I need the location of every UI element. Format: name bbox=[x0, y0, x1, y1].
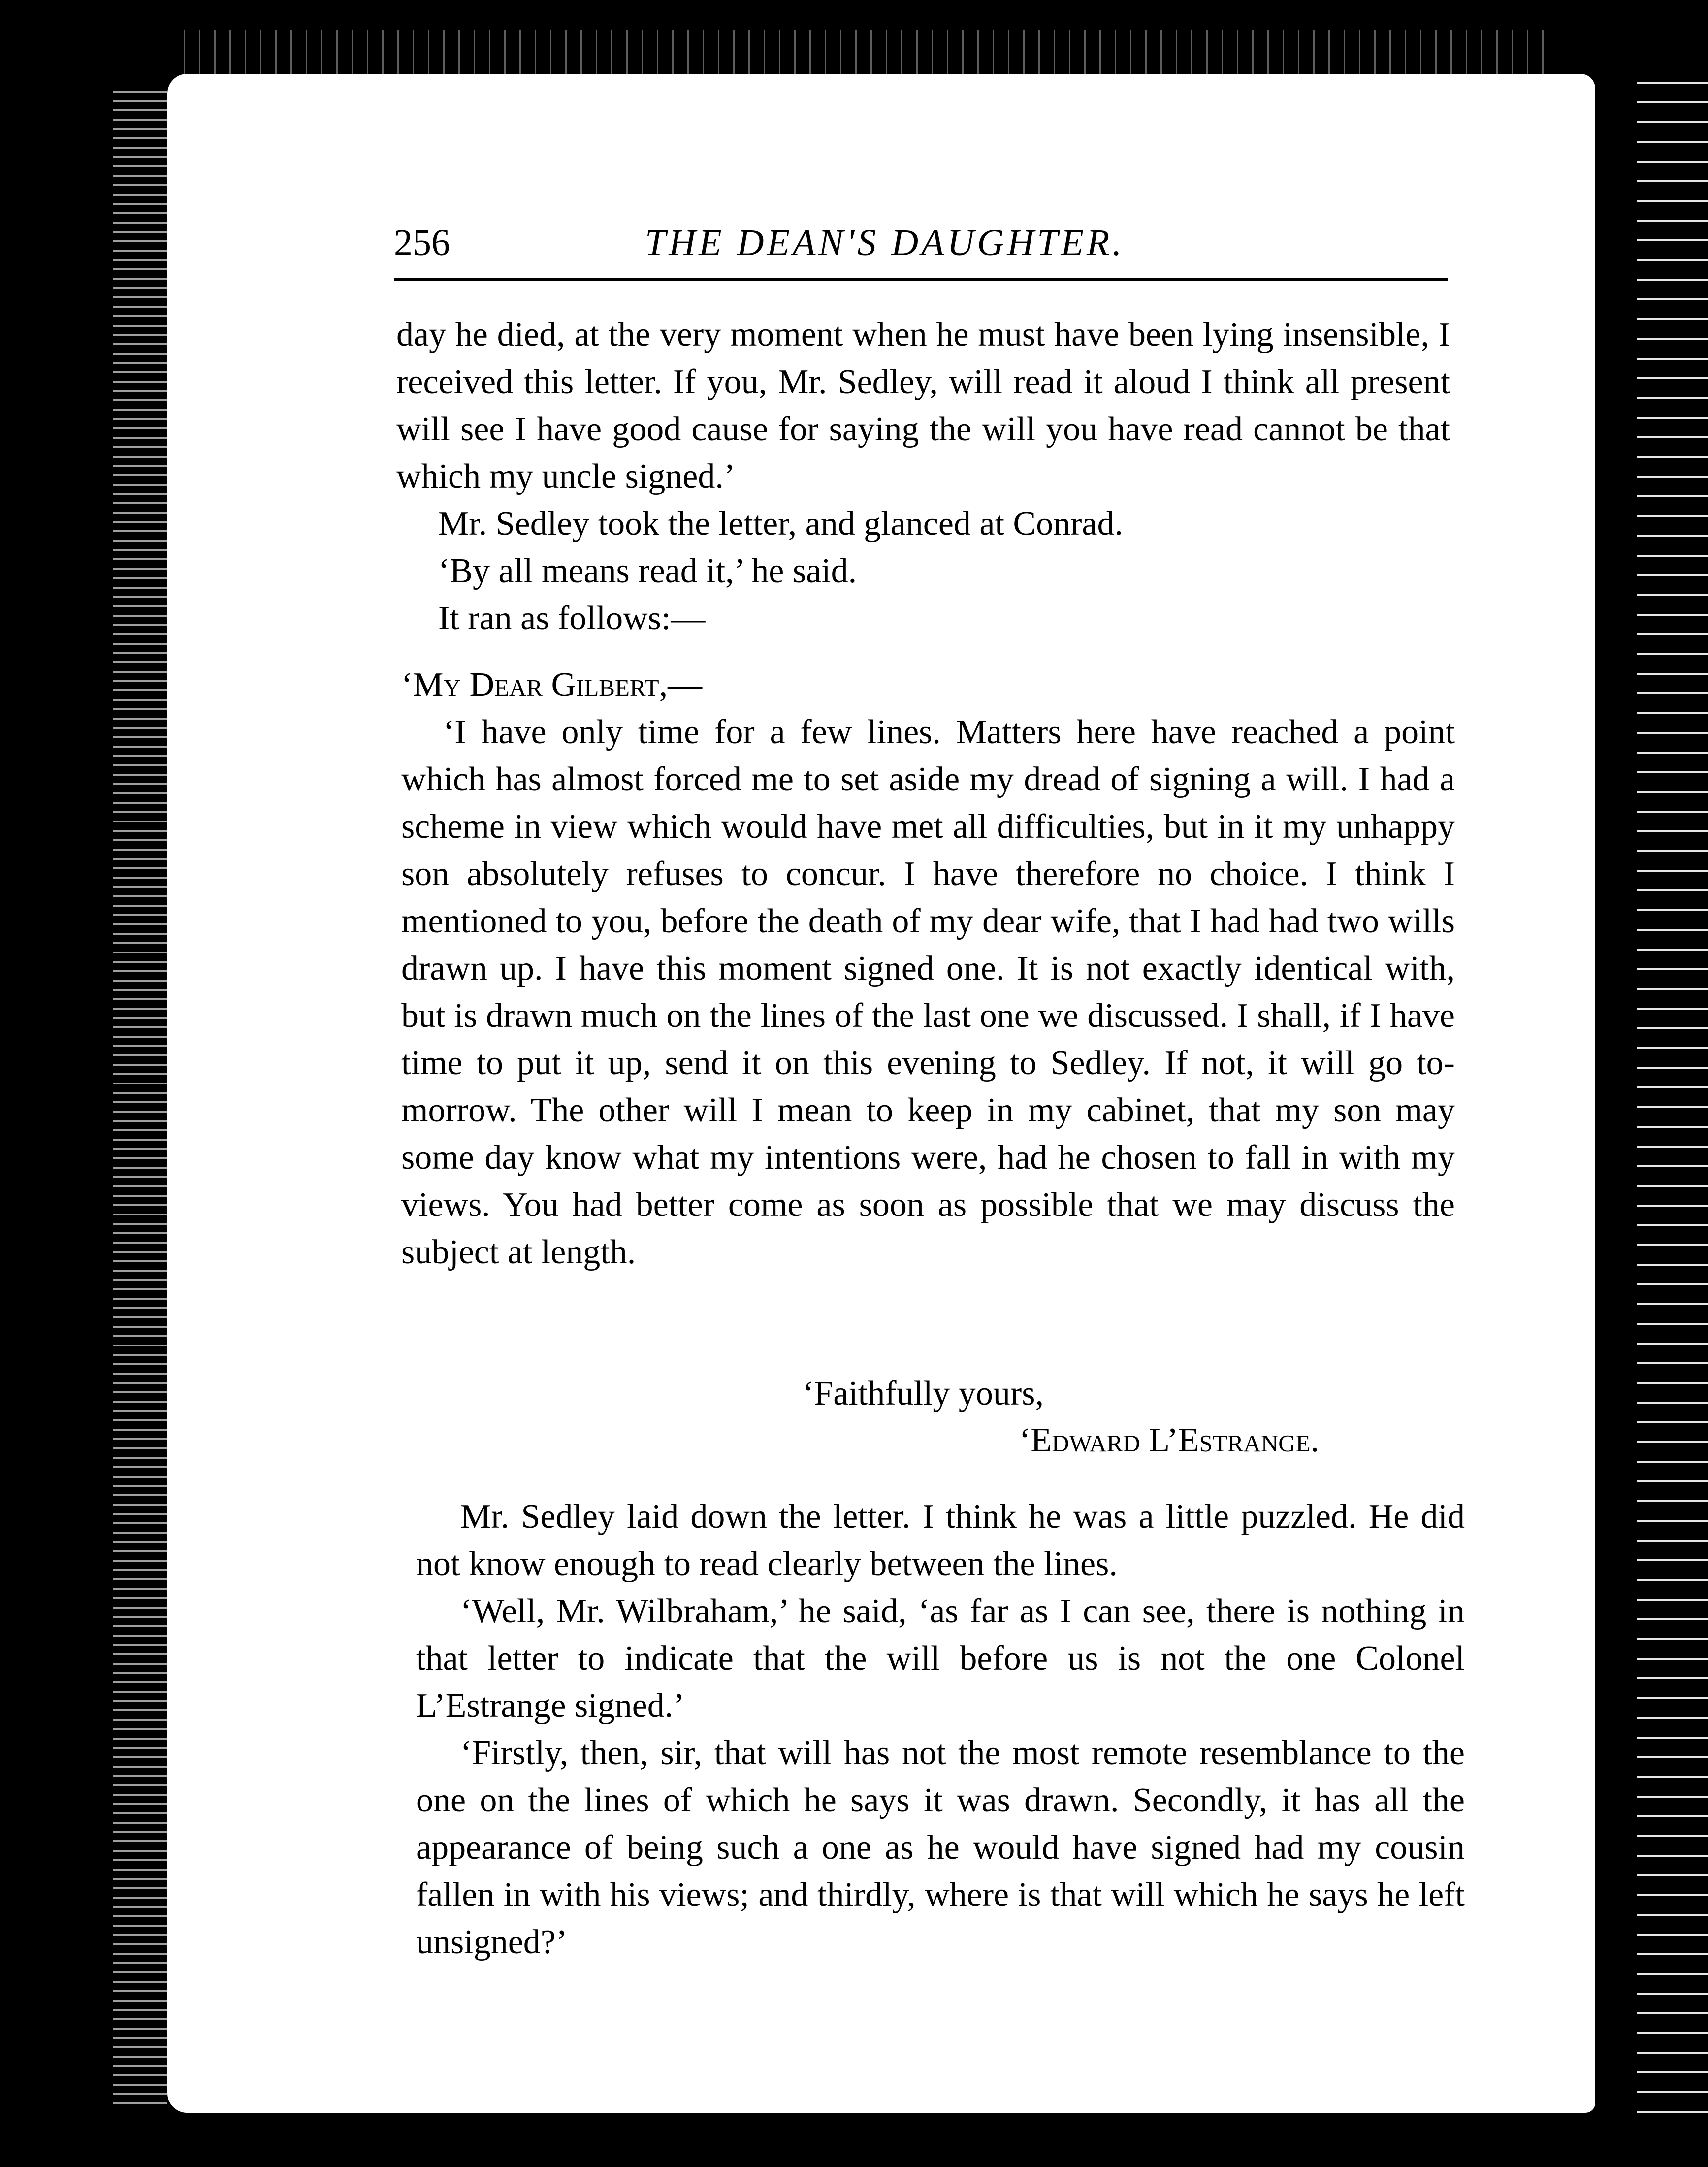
paragraph: ‘By all means read it,’ he said. bbox=[438, 552, 857, 590]
running-header bbox=[394, 217, 1448, 271]
page-edge-top-shadow bbox=[177, 30, 1556, 74]
next-page-edge-strip bbox=[1637, 79, 1708, 2113]
closing-text-block bbox=[416, 1493, 1465, 1966]
paragraph-continued: day he died, at the very moment when he must have been lying insensible, I received this letter. If you, Mr. Sedley, will read it aloud I think all present will see I have good cause for saying the will you have read cannot be that which my uncle signed.’ bbox=[396, 316, 1450, 495]
page-number: 256 bbox=[394, 222, 450, 263]
paragraph: Mr. Sedley took the letter, and glanced at Conrad. bbox=[438, 505, 1123, 543]
paragraph: Mr. Sedley laid down the letter. I think he was a little puzzled. He did not know enough to read clearly between the lines. bbox=[416, 1498, 1465, 1583]
running-title: THE DEAN'S DAUGHTER. bbox=[645, 222, 1125, 263]
letter-signature: ‘Edward L’Estrange. bbox=[1019, 1421, 1320, 1459]
paragraph: ‘Firstly, then, sir, that will has not the most remote resemblance to the one on the lines of which he says it was drawn. Secondly, it has all the appearance of being such a one as he would have signed had my cousin fallen in with his views; and thirdly, where is that will which he says he left unsigned?’ bbox=[416, 1734, 1465, 1961]
opening-text-block bbox=[396, 311, 1450, 642]
paragraph: It ran as follows:— bbox=[438, 599, 706, 637]
letter-closing: ‘Faithfully yours, bbox=[803, 1375, 1044, 1412]
book-gutter-left bbox=[113, 89, 167, 2108]
page-edge-right bbox=[1598, 79, 1637, 2113]
letter-block bbox=[401, 661, 1455, 1276]
paragraph: ‘Well, Mr. Wilbraham,’ he said, ‘as far as I can see, there is nothing in that letter to indicate that the will before us is not the one Colonel L’Estrange signed.’ bbox=[416, 1592, 1465, 1725]
letter-salutation: ‘My Dear Gilbert,— bbox=[401, 666, 703, 704]
header-rule bbox=[394, 278, 1448, 281]
letter-body: ‘I have only time for a few lines. Matters here have reached a point which has almost forced me to set aside my dread of signing a will. I had a scheme in view which would have met all difficulties, but in it my unhappy son absolutely refuses to concur. I have therefore no choice. I think I mentioned to you, before the death of my dear wife, that I had had two wills drawn up. I have this moment signed one. It is not exactly identical with, but is drawn much on the lines of the last one we discussed. I shall, if I have time to put it up, send it on this evening to Sedley. If not, it will go to-morrow. The other will I mean to keep in my cabinet, that my son may some day know what my intentions were, had he chosen to fall in with my views. You had better come as soon as possible that we may discuss the subject at length. bbox=[401, 713, 1455, 1271]
